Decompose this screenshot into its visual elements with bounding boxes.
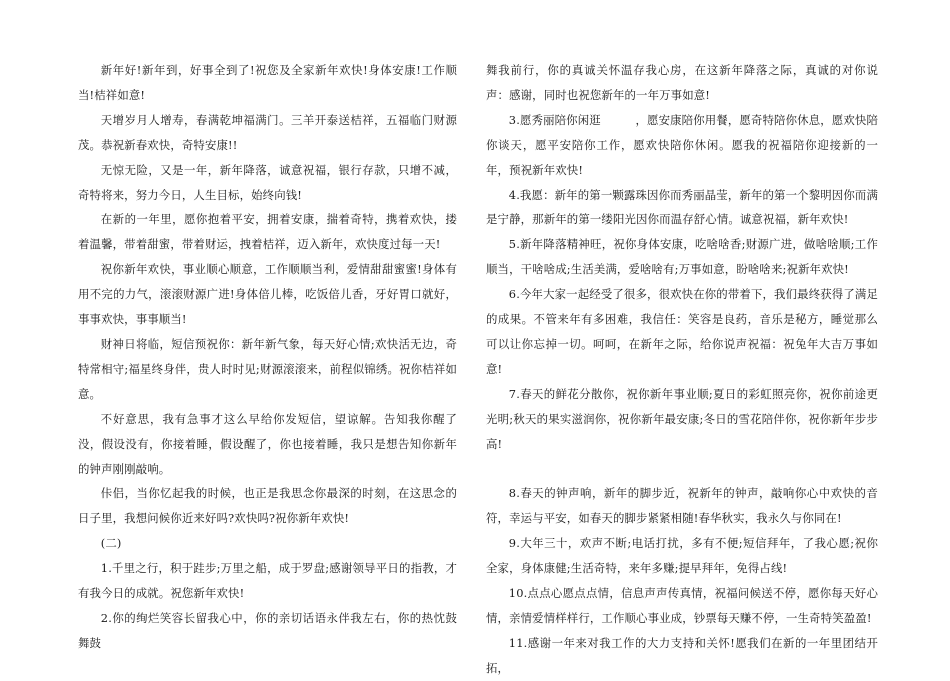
- paragraph-continuation: 舞我前行，你的真诚关怀温存我心房，在这新年降落之际，真诚的对你说声：感谢，同时也祝您新年的一年万事如意!: [486, 63, 878, 102]
- paragraph: 3.愿秀丽陪你闲逛 ，愿安康陪你用餐，愿奇特陪你休息，愿欢快陪你谈天，愿平安陪你工作，愿欢快陪你休闲。愿我的祝福陪你迎接新的一年，预祝新年欢快!: [486, 112, 878, 177]
- paragraph: 6.今年大家一起经受了很多，很欢快在你的带着下，我们最终获得了满足的成果。不管来年有多困难，我信任：笑容是良药，音乐是秘方，睡觉那么可以让你忘掉一切。呵呵，在新年之际，给你说声祝福：祝兔年大吉万事如意!: [486, 287, 878, 376]
- paragraph: 财神日将临，短信预祝你：新年新气象，每天好心情;欢快活无边，奇特常相守;福星终身伴，贵人时时见;财源滚滚来，前程似锦绣。祝你桔祥如意。: [78, 336, 457, 401]
- right-column: [486, 58, 878, 681]
- paragraph: 2.你的绚烂笑容长留我心中，你的亲切话语永伴我左右，你的热忱鼓舞鼓: [78, 610, 457, 650]
- paragraph: 4.我愿：新年的第一颗露珠因你而秀丽晶莹，新年的第一个黎明因你而满是宁静，那新年的第一缕阳光因你而温存舒心情。诚意祝福，新年欢快!: [486, 187, 878, 227]
- left-column: [78, 58, 457, 656]
- section-heading: (二): [100, 536, 122, 551]
- paragraph: 不好意思，我有急事才这么早给你发短信，望谅解。告知我你醒了没，假设没有，你接着睡，假设醒了，你也接着睡，我只是想告知你新年的钟声刚刚敲响。: [78, 411, 457, 476]
- paragraph: 佧侣，当你忆起我的时候，也正是我思念你最深的时刻，在这思念的日子里，我想问候你近来好吗?欢快吗?祝你新年欢快!: [78, 486, 457, 526]
- paragraph: 5.新年降落精神旺，祝你身体安康，吃啥啥香;财源广进，做啥啥顺;工作顺当，干啥啥成;生活美满，爱啥啥有;万事如意，盼啥啥来;祝新年欢快!: [486, 237, 878, 277]
- paragraph: 祝你新年欢快，事业顺心顺意，工作顺顺当利，爱情甜甜蜜蜜!身体有用不完的力气，滚滚财源广进!身体倍儿棒，吃饭倍儿香，牙好胃口就好，事事欢快，事事顺当!: [78, 262, 457, 327]
- blank-line: [486, 457, 878, 482]
- paragraph: 11.感谢一年来对我工作的大力支持和关怀!愿我们在新的一年里团结开拓，: [486, 635, 878, 675]
- paragraph: 新年好!新年到，好事全到了!祝您及全家新年欢快!身体安康!工作顺当!桔祥如意!: [78, 63, 457, 102]
- paragraph: 8.春天的钟声响，新年的脚步近，祝新年的钟声，敲响你心中欢快的音符，幸运与平安，如春天的脚步紧紧相随!春华秋实，我永久与你同在!: [486, 486, 878, 526]
- paragraph: 无惊无险，又是一年，新年降落，诚意祝福，银行存款，只增不减，奇特将来，努力今日，人生目标，始终向钱!: [78, 162, 457, 202]
- paragraph: 在新的一年里，愿你抱着平安，拥着安康，揣着奇特，携着欢快，搂着温馨，带着甜蜜，带着财运，拽着桔祥，迈入新年，欢快度过每一天!: [78, 212, 457, 252]
- paragraph: 7.春天的鲜花分散你，祝你新年事业顺;夏日的彩虹照亮你，祝你前途更光明;秋天的果实滋润你，祝你新年最安康;冬日的雪花陪伴你，祝你新年步步高!: [486, 386, 878, 451]
- paragraph: 10.点点心愿点点情，信息声声传真情，祝福问候送不停，愿你每天好心情，亲情爱情样样行，工作顺心事业成，钞票每天赚不停，一生奇特笑盈盈!: [486, 586, 878, 625]
- paragraph: 天增岁月人增寿，春满乾坤福满门。三羊开泰送桔祥，五福临门财源茂。恭祝新春欢快，奇特安康!!: [78, 112, 457, 152]
- paragraph: 9.大年三十，欢声不断;电话打扰，多有不便;短信拜年，了我心愿;祝你全家，身体康健;生活奇特，来年多赚;提早拜年，免得占线!: [486, 536, 878, 576]
- paragraph: 1.千里之行，积于跬步;万里之船，成于罗盘;感谢领导平日的指教，才有我今日的成就。祝您新年欢快!: [78, 561, 457, 601]
